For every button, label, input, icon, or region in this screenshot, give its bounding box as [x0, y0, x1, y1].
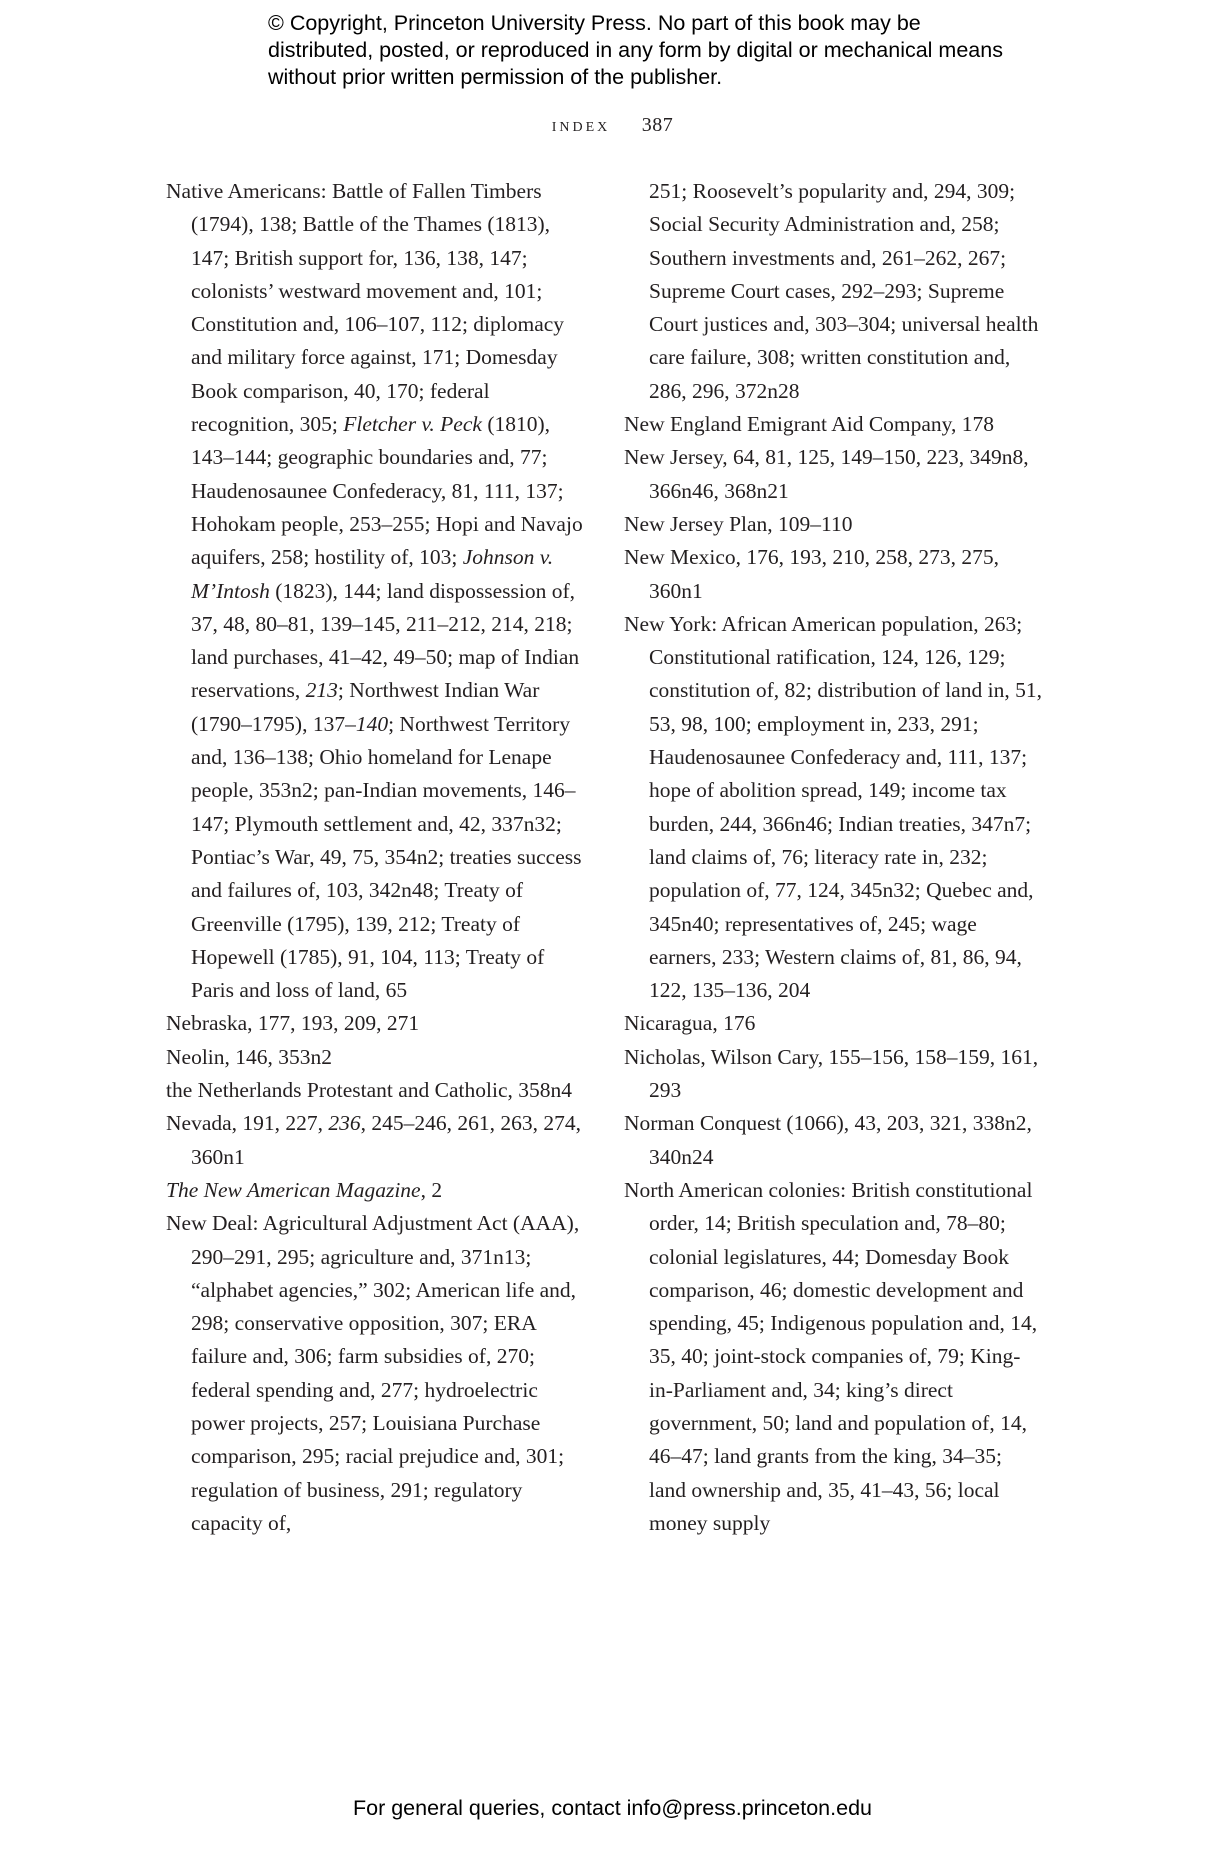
index-entry-text: New Jersey, 64, 81, 125, 149–150, 223, 349n8, 366n46, 368n21	[624, 445, 1029, 503]
index-entry-text: , 245–246, 261, 263, 274, 360n1	[191, 1111, 582, 1169]
index-entry-text: Nicholas, Wilson Cary, 155–156, 158–159, 161, 293	[624, 1044, 1039, 1103]
index-entry-text: New England Emigrant Aid Company, 178	[624, 412, 995, 437]
index-entry	[166, 1007, 586, 1040]
index-entry	[624, 175, 1044, 408]
index-entry-text: (1823), 144; land dispossession of, 37, 48, 80–81, 139–145, 211–212, 214, 218; land purchases, 41–42, 49–50; map of Indian reservations,	[191, 578, 580, 703]
index-entry-italic-text: Johnson v. M’Intosh	[191, 545, 554, 603]
index-entry-text: ; Northwest Indian War (1790–1795), 137–	[191, 678, 540, 736]
index-entry	[624, 508, 1044, 541]
index-entry	[624, 1174, 1044, 1540]
index-column-left	[166, 175, 586, 1540]
index-entry-text: New Mexico, 176, 193, 210, 258, 273, 275, 360n1	[624, 545, 1000, 603]
index-entry	[624, 408, 1044, 441]
index-column-right	[624, 175, 1044, 1540]
contact-footer: For general queries, contact info@press.princeton.edu	[352, 1796, 872, 1820]
running-head-title: index	[551, 114, 611, 136]
index-entry-italic-text: Fletcher v. Peck	[343, 412, 482, 437]
index-entry	[624, 608, 1044, 1008]
index-entry-text: Nevada, 191, 227,	[166, 1111, 329, 1136]
index-entry-text: Norman Conquest (1066), 43, 203, 321, 338n2, 340n24	[624, 1111, 1032, 1169]
index-entry-text: Nebraska, 177, 193, 209, 271	[166, 1011, 420, 1036]
index-entry	[624, 1007, 1044, 1040]
index-entry-text: Native Americans: Battle of Fallen Timbers (1794), 138; Battle of the Thames (1813), 147; British support for, 136, 138, 147; colonists’ westward movement and, 101; Constitution and, 106–107, 112; diplomacy and military force against, 171; Domesday Book comparison, 40, 170; federal recognition, 305;	[166, 179, 565, 437]
index-entry	[166, 1074, 586, 1107]
index-entry-italic-text: 236	[328, 1111, 361, 1136]
index-entry-text: New Jersey Plan, 109–110	[624, 511, 853, 536]
index-entry-text: the Netherlands Protestant and Catholic, 358n4	[166, 1078, 573, 1103]
index-entry	[166, 1107, 586, 1174]
index-entry-italic-text: 140	[355, 711, 389, 736]
index-entry-text: North American colonies: British constitutional order, 14; British speculation and, 78–80; colonial legislatures, 44; Domesday Book comparison, 46; domestic development and spending, 45; Indigenous population and, 14, 35, 40; joint-stock companies of, 79; King-in-Parliament and, 34; king’s direct government, 50; land and population of, 14, 46–47; land grants from the king, 34–35; land ownership and, 35, 41–43, 56; local money supply	[624, 1177, 1038, 1535]
index-entry-text: Nicaragua, 176	[624, 1011, 756, 1036]
page-number: 387	[641, 114, 674, 136]
index-entry	[166, 175, 586, 1007]
index-entry-text: , 2	[420, 1177, 443, 1202]
index-entry	[166, 1041, 586, 1074]
index-entry	[624, 1041, 1044, 1108]
index-entry-text: ; Northwest Territory and, 136–138; Ohio homeland for Lenape people, 353n2; pan-Indian movements, 146–147; Plymouth settlement and, 42, 337n32; Pontiac’s War, 49, 75, 354n2; treaties success and failures of, 103, 342n48; Treaty of Greenville (1795), 139, 212; Treaty of Hopewell (1785), 91, 104, 113; Treaty of Paris and loss of land, 65	[191, 711, 582, 1003]
index-entry-text: Neolin, 146, 353n2	[166, 1044, 333, 1069]
index-entry-text: New York: African American population, 263; Constitutional ratification, 124, 126, 129; constitution of, 82; distribution of land in, 51, 53, 98, 100; employment in, 233, 291; Haudenosaunee Confederacy and, 111, 137; hope of abolition spread, 149; income tax burden, 244, 366n46; Indian treaties, 347n7; land claims of, 76; literacy rate in, 232; population of, 77, 124, 345n32; Quebec and, 345n40; representatives of, 245; wage earners, 233; Western claims of, 81, 86, 94, 122, 135–136, 204	[624, 611, 1042, 1003]
index-entry	[624, 441, 1044, 508]
index-entry-text: New Deal: Agricultural Adjustment Act (AAA), 290–291, 295; agriculture and, 371n13; “alphabet agencies,” 302; American life and, 298; conservative opposition, 307; ERA failure and, 306; farm subsidies of, 270; federal spending and, 277; hydroelectric power projects, 257; Louisiana Purchase comparison, 295; racial prejudice and, 301; regulation of business, 291; regulatory capacity of,	[166, 1211, 580, 1535]
index-entry	[166, 1207, 586, 1540]
index-entry-text: 251; Roosevelt’s popularity and, 294, 309; Social Security Administration and, 258; Southern investments and, 261–262, 267; Supreme Court cases, 292–293; Supreme Court justices and, 303–304; universal health care failure, 308; written constitution and, 286, 296, 372n28	[649, 179, 1039, 403]
index-entry	[624, 1107, 1044, 1174]
index-entry	[624, 541, 1044, 608]
index-entry-italic-text: The New American Magazine	[166, 1177, 421, 1202]
index-entry-text: (1810), 143–144; geographic boundaries and, 77; Haudenosaunee Confederacy, 81, 111, 137; Hohokam people, 253–255; Hopi and Navajo aquifers, 258; hostility of, 103;	[191, 412, 583, 570]
copyright-notice: © Copyright, Princeton University Press. No part of this book may be distributed, posted, or reproduced in any form by digital or mechanical means without prior written permission of the publisher.	[268, 11, 1003, 89]
running-head	[0, 114, 1225, 137]
index-entry	[166, 1174, 586, 1207]
index-entry-italic-text: 213	[305, 678, 338, 703]
